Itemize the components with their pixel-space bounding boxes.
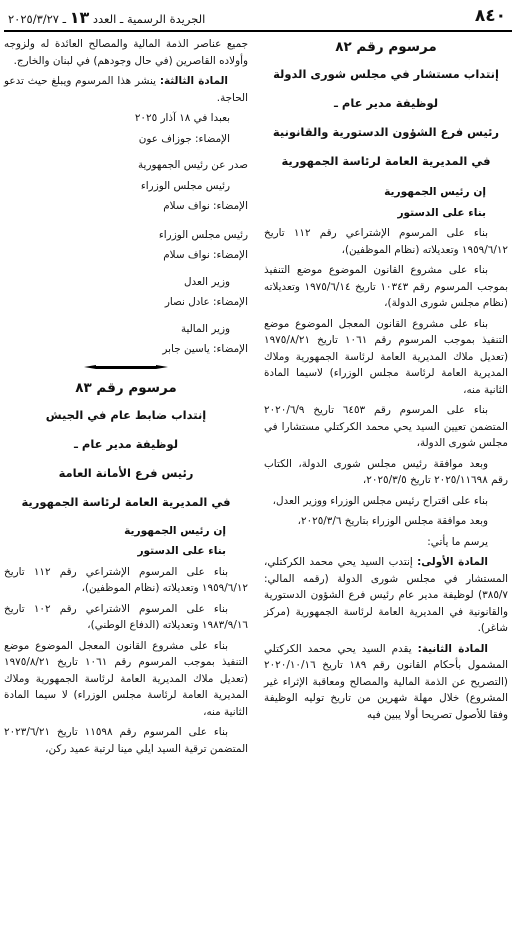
left-column — [4, 36, 248, 761]
president-heading: إن رئيس الجمهورية — [124, 524, 226, 537]
preamble-paragraph: وبعد موافقة مجلس الوزراء بتاريخ ٢٠٢٥/٣/٦، — [297, 515, 488, 527]
header-rule — [4, 30, 512, 32]
issue-number: ١٣ — [69, 8, 90, 27]
decree-82-title-line: إنتداب مستشار في مجلس شورى الدولة — [273, 67, 499, 81]
decree-83-number: مرسوم رقم ٨٣ — [75, 379, 177, 396]
page-number: ٨٤٠ — [474, 6, 506, 26]
article-2-label: المادة الثانية: — [417, 642, 488, 655]
preamble-paragraph: بناء على المرسوم الاشتراعي رقم ١٠٢ تاريخ ١٩٨٣/٩/١٦ وتعديلاته (الدفاع الوطني)، — [4, 602, 248, 631]
article-3 — [4, 73, 248, 106]
preamble-paragraph: بناء على المرسوم الإشتراعي رقم ١١٢ تاريخ ١٩٥٩/٦/١٢ وتعديلاته (نظام الموظفين)، — [4, 565, 248, 594]
section-divider — [96, 366, 156, 369]
right-column — [264, 36, 508, 727]
preamble-paragraph: بناء على مشروع القانون المعجل الموضوع موضع التنفيذ بموجب المرسوم رقم ١٠٦١ تاريخ ١٩٧٥/٨/٢١ (تعديل ملاك المديرية العامة لرئاسة الجمهورية وملاك المديرية العامة لرئاسة مجلس الوزراء) لا سيما المادة الثانية منه، — [4, 639, 248, 718]
signature: الإمضاء: نواف سلام — [163, 249, 248, 261]
constitution-heading: بناء على الدستور — [137, 545, 226, 557]
signature: الإمضاء: عادل نصار — [164, 296, 248, 308]
preamble-paragraph: بناء على المرسوم الإشتراعي رقم ١١٢ تاريخ ١٩٥٩/٦/١٢ وتعديلاته (نظام الموظفين)، — [264, 227, 508, 256]
preamble-paragraph: بناء على المرسوم رقم ٦٤٥٣ تاريخ ٢٠٢٠/٦/٩ المتضمن تعيين السيد يحي محمد الكركتلي مستشارا في مجلس شورى الدولة، — [264, 404, 508, 449]
preamble-paragraph: بناء على المرسوم رقم ١١٥٩٨ تاريخ ٢٠٢٣/٦/٢١ المتضمن ترقية السيد ايلي مينا لرتبة عميد ركن، — [4, 726, 248, 755]
signature: الإمضاء: ياسين جابر — [162, 343, 248, 355]
article-3-label: المادة الثالثة: — [159, 75, 228, 87]
signatory-title: وزير العدل — [183, 275, 230, 288]
decree-82-title-line: رئيس فرع الشؤون الدستورية والقانونية — [272, 125, 500, 139]
decree-83-title-line: إنتداب ضابط عام في الجيش — [45, 407, 207, 422]
signatory-title: رئيس مجلس الوزراء — [158, 228, 248, 241]
signatory-title: وزير المالية — [180, 322, 230, 335]
preamble-paragraph: بناء على مشروع القانون الموضوع موضع التنفيذ بموجب المرسوم رقم ١٠٣٤٣ تاريخ ١٩٧٥/٦/١٤ وتعديلاته (نظام مجلس شورى الدولة)، — [264, 264, 508, 309]
article-1 — [264, 554, 508, 637]
decree-83-title-line: في المديرية العامة لرئاسة الجمهورية — [21, 494, 231, 509]
gazette-name: الجريدة الرسمية ـ العدد — [92, 12, 206, 26]
decree-82-title-line: لوظيفة مدير عام ـ — [333, 96, 439, 110]
page-header — [4, 6, 512, 28]
signing-date: بعبدا في ١٨ آذار ٢٠٢٥ — [134, 112, 230, 124]
preamble-paragraph: بناء على مشروع القانون المعجل الموضوع موضع التنفيذ بموجب المرسوم رقم ١٠٦١ تاريخ ١٩٧٥/٨/٢١ (تعديل ملاك المديرية العامة لرئاسة الجمهورية وملاك المديرية العامة لرئاسة مجلس الوزراء) لاسيما المادة الثانية منه، — [264, 317, 508, 396]
article-1-label: المادة الأولى: — [417, 556, 488, 568]
signature: الإمضاء: نواف سلام — [163, 200, 248, 212]
article-2 — [264, 641, 508, 724]
decree-83-title-line: رئيس فرع الأمانة العامة — [58, 465, 194, 480]
decree-82-title-line: في المديرية العامة لرئاسة الجمهورية — [281, 154, 491, 168]
decrees-statement: يرسم ما يأتي: — [427, 535, 488, 548]
article-1-text: إنتدب السيد يحي محمد الكركتلي، المستشار في مجلس شورى الدولة (رقمه المالي: ٣٨٥/٧) لوظيفة مدير عام رئيس فرع الشؤون الدستورية والقانونية في المديرية العامة لرئاسة الجمهورية (مركز شاغر). — [264, 556, 508, 634]
decree-82-number: مرسوم رقم ٨٢ — [335, 39, 437, 55]
article-2-text: يقدم السيد يحي محمد الكركتلي المشمول بأحكام القانون رقم ١٨٩ تاريخ ٢٠٢٠/١٠/١٦ (التصريح عن الذمة المالية والمصالح ومعاقبة الإثراء غير المشروع) خلال مهلة شهرين من تاريخ توليه الوظيفة وفقا للأصول تصريحا أولا يبين فيه — [264, 642, 508, 721]
president-heading: إن رئيس الجمهورية — [384, 186, 486, 198]
preamble-paragraph: بناء على اقتراح رئيس مجلس الوزراء ووزير العدل، — [272, 494, 488, 507]
signatory-title: رئيس مجلس الوزراء — [140, 179, 230, 192]
issue-date: ـ ٢٠٢٥/٣/٢٧ — [8, 12, 67, 26]
gazette-title — [8, 8, 205, 27]
signature: الإمضاء: جوزاف عون — [138, 132, 230, 145]
constitution-heading: بناء على الدستور — [397, 206, 486, 219]
preamble-paragraph: وبعد موافقة رئيس مجلس شورى الدولة، الكتاب رقم ٢٠٢٥/١١٦٩٨ تاريخ ٢٠٢٥/٣/٥، — [264, 457, 508, 486]
article-2-continuation: جميع عناصر الذمة المالية والمصالح العائدة له ولزوجه وأولاده القاصرين (في حال وجودهم) في لبنان والخارج. — [4, 38, 248, 67]
decree-83-title-line: لوظيفة مدير عام ـ — [73, 436, 179, 451]
issued-by: صدر عن رئيس الجمهورية — [137, 159, 248, 171]
article-3-text: ينشر هذا المرسوم ويبلغ حيث تدعو الحاجة. — [4, 75, 248, 104]
